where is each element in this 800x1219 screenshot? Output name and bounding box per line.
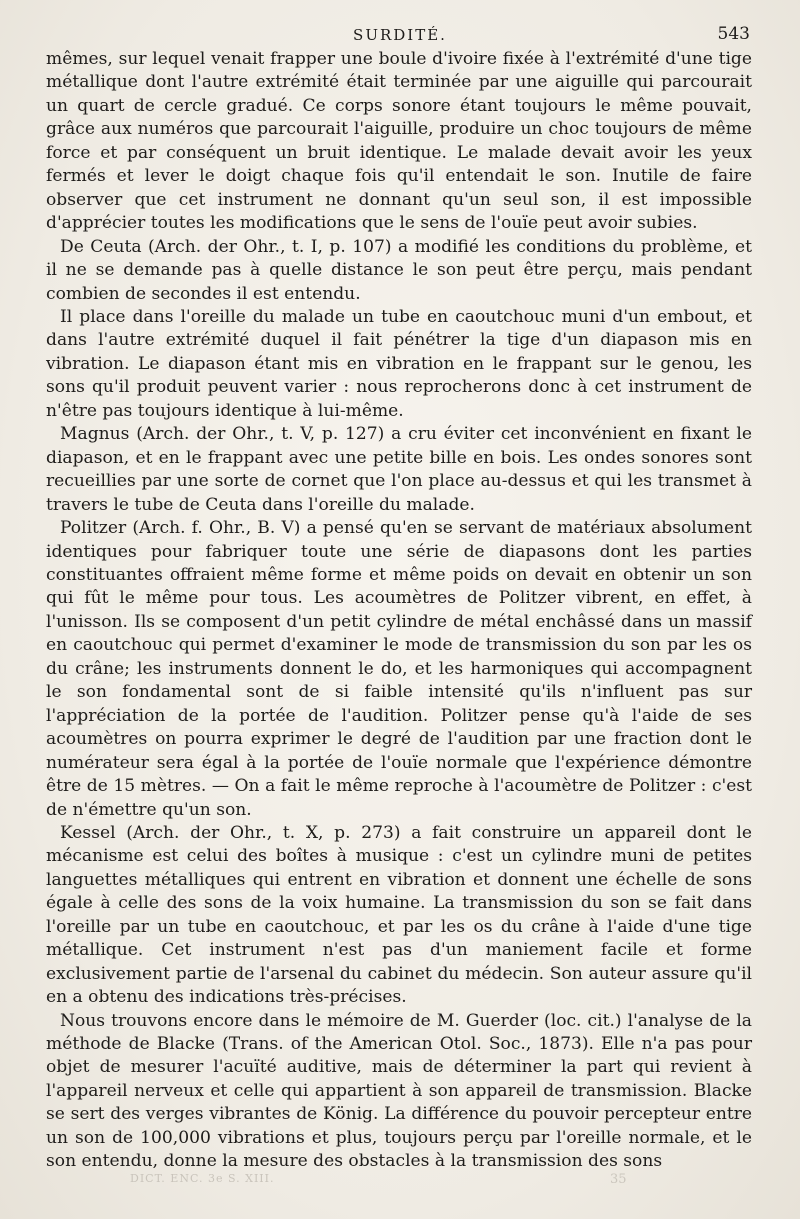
page-header (48, 22, 752, 48)
paragraph: Nous trouvons encore dans le mémoire de M. Guerder (loc. cit.) l'analyse de la méthode de Blacke (Trans. of the American Otol. Soc., 1873). Elle n'a pas pour objet de mesurer l'acuïté auditive, mais de déterminer la part qui revient à l'appareil nerveux et celle qui appartient à son appareil de transmission. Blacke se sert des verges vibrantes de König. La différence du pouvoir percepteur entre un son de 100,000 vibrations et plus, toujours perçu par l'oreille normale, et le son entendu, donne la mesure des obstacles à la transmission des sons (46, 1010, 752, 1172)
signature-mark: DICT. ENC. 3e S. XIII. (130, 1172, 275, 1185)
body-text (46, 48, 752, 1174)
running-title: SURDITÉ. (353, 26, 447, 44)
page-number: 543 (717, 24, 750, 44)
signature-number: 35 (610, 1172, 627, 1187)
paragraph: Politzer (Arch. f. Ohr., B. V) a pensé qu'en se servant de matériaux absolument identiques pour fabriquer toute une série de diapasons dont les parties constituantes offraient même forme et même poids on devait en obtenir un son qui fût le même pour tous. Les acoumètres de Politzer vibrent, en effet, à l'unisson. Ils se composent d'un petit cylindre de métal enchâssé dans un massif en caoutchouc qui permet d'examiner le mode de transmission du son par les os du crâne; les instruments donnent le do, et les harmoniques qui accompagnent le son fondamental sont de si faible intensité qu'ils n'influent pas sur l'appréciation de la portée de l'audition. Politzer pense qu'à l'aide de ses acoumètres on pourra exprimer le degré de l'audition par une fraction dont le numérateur sera égal à la portée de l'ouïe normale que l'expérience démontre être de 15 mètres. — On a fait le même reproche à l'acoumètre de Politzer : c'est de n'émettre qu'un son. (46, 518, 752, 820)
paragraph: Kessel (Arch. der Ohr., t. X, p. 273) a fait construire un appareil dont le mécanisme est celui des boîtes à musique : c'est un cylindre muni de petites languettes métalliques qui entrent en vibration et donnent une échelle de sons égale à celle des sons de la voix humaine. La transmission du son se fait dans l'oreille par un tube en caoutchouc, et par les os du crâne à l'aide d'une tige métallique. Cet instrument n'est pas d'un maniement facile et forme exclusivement partie de l'arsenal du cabinet du médecin. Son auteur assure qu'il en a obtenu des indications très-précises. (46, 822, 752, 1008)
paragraph: De Ceuta (Arch. der Ohr., t. I, p. 107) a modifié les conditions du problème, et il ne se demande pas à quelle distance le son peut être perçu, mais pendant combien de secondes il est entendu. (46, 236, 752, 304)
paragraph: Il place dans l'oreille du malade un tube en caoutchouc muni d'un embout, et dans l'autre extrémité duquel il fait pénétrer la tige d'un diapason mis en vibration. Le diapason étant mis en vibration en le frappant sur le genou, les sons qu'il produit peuvent varier : nous reprocherons donc à cet instrument de n'être pas toujours identique à lui-même. (46, 306, 752, 421)
paragraph: Magnus (Arch. der Ohr., t. V, p. 127) a cru éviter cet inconvénient en fixant le diapason, et en le frappant avec une petite bille en bois. Les ondes sonores sont recueillies par une sorte de cornet que l'on place au-dessus et qui les transmet à travers le tube de Ceuta dans l'oreille du malade. (46, 424, 752, 515)
page-footer (0, 1172, 800, 1212)
paragraph: mêmes, sur lequel venait frapper une boule d'ivoire fixée à l'extrémité d'une tige métallique dont l'autre extrémité était terminée par une aiguille qui parcourait un quart de cercle gradué. Ce corps sonore étant toujours le même pouvait, grâce aux numéros que parcourait l'aiguille, produire un choc toujours de même force et par conséquent un bruit identique. Le malade devait avoir les yeux fermés et lever le doigt chaque fois qu'il entendait le son. Inutile de faire observer que cet instrument ne donnant qu'un seul son, il est impossible d'apprécier toutes les modifications que le sens de l'ouïe peut avoir subies. (46, 49, 752, 234)
